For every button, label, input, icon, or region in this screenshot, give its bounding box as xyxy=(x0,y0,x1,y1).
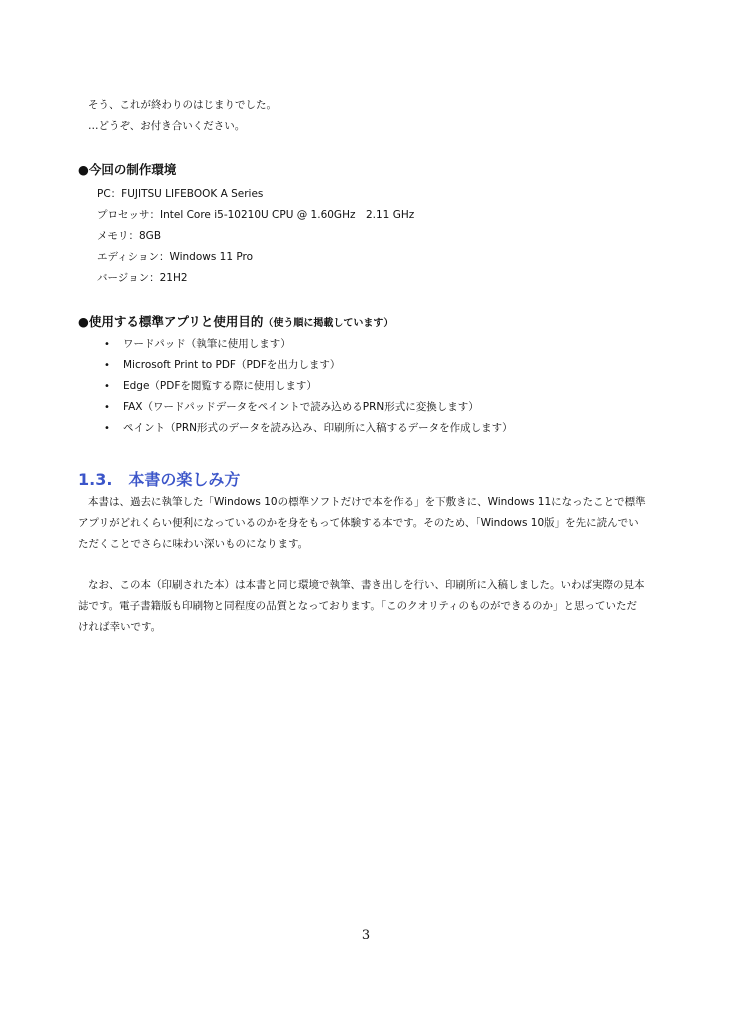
apps-heading-note: （使う順に掲載しています） xyxy=(263,318,394,329)
list-item xyxy=(104,358,340,373)
env-item-version: バージョン：21H2 xyxy=(97,272,188,284)
env-item-pc: PC：FUJITSU LIFEBOOK A Series xyxy=(97,188,264,200)
paragraph-2-line-3: ければ幸いです。 xyxy=(78,621,162,633)
bullet-icon: • xyxy=(104,381,110,392)
env-item-memory: メモリ：8GB xyxy=(97,230,162,242)
section-title: 本書の楽しみ方 xyxy=(128,470,241,489)
page-number: 3 xyxy=(361,928,371,943)
paragraph-1-line-1: 本書は、過去に執筆した「Windows 10の標準ソフトだけで本を作る」を下敷きに、Windows 11になったことで標準 xyxy=(88,496,646,508)
list-item xyxy=(104,400,479,415)
list-item-text: Microsoft Print to PDF（PDFを出力します） xyxy=(123,359,341,371)
env-heading: ●今回の制作環境 xyxy=(78,162,177,177)
env-item-processor: プロセッサ：Intel Core i5-10210U CPU @ 1.60GHz 2.11 GHz xyxy=(97,209,415,221)
paragraph-1-line-3: ただくことでさらに味わい深いものになります。 xyxy=(78,538,309,550)
list-item-text: FAX（ワードパッドデータをペイントで読み込めるPRN形式に変換します） xyxy=(123,401,479,413)
list-item-text: ワードパッド（執筆に使用します） xyxy=(123,338,291,350)
intro-line-1: そう、これが終わりのはじまりでした。 xyxy=(88,99,277,111)
list-item xyxy=(104,421,513,436)
bullet-icon: • xyxy=(104,339,110,350)
bullet-icon: • xyxy=(104,423,110,434)
apps-heading-title: ●使用する標準アプリと使用目的 xyxy=(78,314,264,329)
list-item xyxy=(104,379,317,394)
list-item-text: Edge（PDFを閲覧する際に使用します） xyxy=(123,380,317,392)
paragraph-1-line-2: アプリがどれくらい便利になっているのかを身をもって体験する本です。そのため、「Windows 10版」を先に読んでい xyxy=(78,517,639,529)
section-number: 1.3. xyxy=(78,470,113,489)
paragraph-2-line-1: なお、この本（印刷された本）は本書と同じ環境で執筆、書き出しを行い、印刷所に入稿しました。いわば実際の見本 xyxy=(88,579,645,591)
bullet-icon: • xyxy=(104,402,110,413)
env-item-edition: エディション：Windows 11 Pro xyxy=(97,251,254,263)
bullet-icon: • xyxy=(104,360,110,371)
section-heading xyxy=(78,467,240,490)
list-item-text: ペイント（PRN形式のデータを読み込み、印刷所に入稿するデータを作成します） xyxy=(123,422,513,434)
list-item xyxy=(104,337,291,352)
paragraph-2-line-2: 誌です。電子書籍版も印刷物と同程度の品質となっております。「このクオリティのものができるのか」と思っていただ xyxy=(78,600,638,612)
apps-heading xyxy=(78,315,393,331)
intro-line-2: …どうぞ、お付き合いください。 xyxy=(88,120,246,132)
